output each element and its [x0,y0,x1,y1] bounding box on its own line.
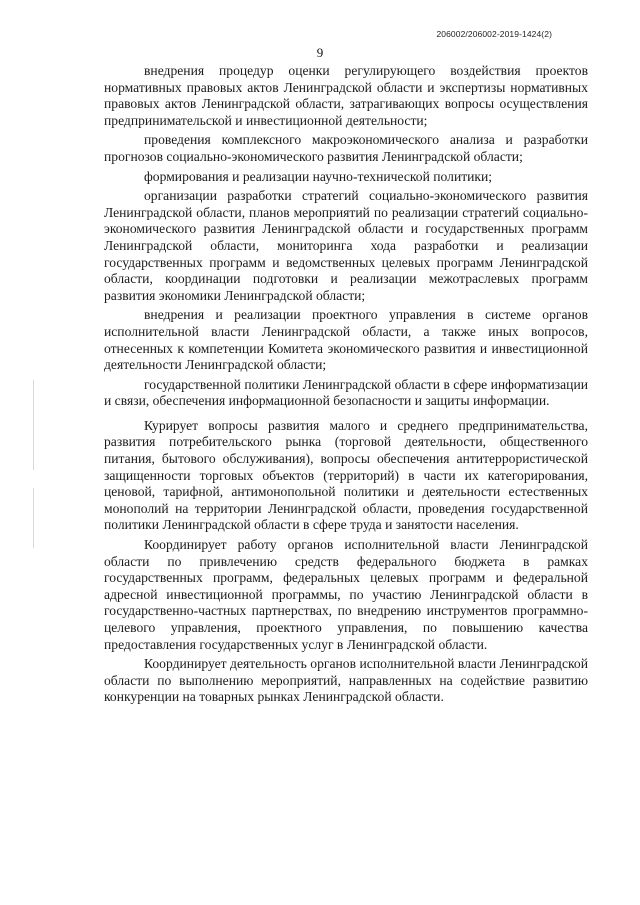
paragraph-koordiniruet-2: Координирует деятельность органов исполнительной власти Ленинградской области по выполнению мероприятий, направленных на содействие развитию конкуренции на товарных рынках Ленинградской области. [104,656,588,705]
paragraph: внедрения процедур оценки регулирующего воздействия проектов нормативных правовых актов Ленинградской области и экспертизы нормативных правовых актов Ленинградской области, затрагивающих вопросы осуществления предпринимательской и инвестиционной деятельности; [104,63,588,128]
paragraph: внедрения и реализации проектного управления в системе органов исполнительной власти Ленинградской области, а также иных вопросов, отнесенных к компетенции Комитета экономического развития и инвестиционной деятельности Ленинградской области; [104,307,588,373]
paragraph: формирования и реализации научно-технической политики; [144,168,493,184]
paragraph: организации разработки стратегий социально-экономического развития Ленинградской области, планов мероприятий по реализации стратегий социально-экономического развития Ленинградской области и государственных программ Ленинградской области, мониторинга хода разработки и реализации государственных программ и ведомственных целевых программ Ленинградской области, координации подготовки и реализации межотраслевых программ развития экономики Ленинградской области; [104,188,588,303]
scan-artifact-line [33,380,34,470]
paragraph: проведения комплексного макроэкономического анализа и разработки прогнозов социально-экономического развития Ленинградской области; [104,132,588,164]
scan-artifact-line [33,488,34,548]
paragraph-kuriruet: Курирует вопросы развития малого и среднего предпринимательства, развития потребительского рынка (торговой деятельности, общественного питания, бытового обслуживания), вопросы обеспечения антитеррористической защищенности торговых объектов (территорий) в части их категорирования, ценовой, тарифной, антимонопольной политики и деятельности естественных монополий на территории Ленинградской области, проведения государственной политики Ленинградской области в сфере труда и занятости населения. [104,417,588,533]
paragraph-koordiniruet-1: Координирует работу органов исполнительной власти Ленинградской области по привлечению средств федерального бюджета в рамках государственных программ, федеральных целевых программ и федеральной адресной инвестиционной программы, по участию Ленинградской области в государственно-частных партнерствах, по внедрению инструментов программно-целевого управления, проектного управления, по повышению качества предоставления государственных услуг в Ленинградской области. [104,537,588,652]
document-body [104,63,588,709]
document-id: 206002/206002-2019-1424(2) [436,29,552,39]
paragraph: государственной политики Ленинградской области в сфере информатизации и связи, обеспечения информационной безопасности и защиты информации. [104,376,588,409]
page-number: 9 [316,45,324,60]
